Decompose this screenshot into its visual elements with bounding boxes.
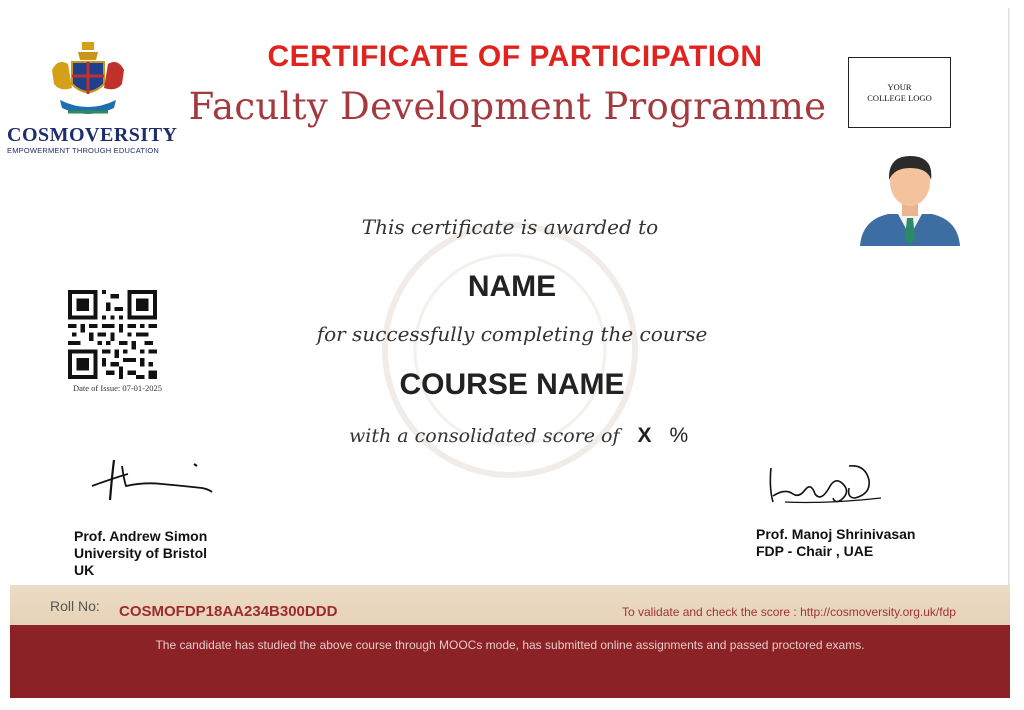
programme-title: Faculty Development Programme bbox=[188, 85, 827, 128]
validate-link-text[interactable]: To validate and check the score : http://cosmoversity.org.uk/fdp bbox=[622, 605, 956, 619]
roll-number: COSMOFDP18AA234B300DDD bbox=[119, 603, 338, 620]
college-logo-line2: COLLEGE LOGO bbox=[867, 92, 932, 103]
awarded-to-text bbox=[0, 215, 1024, 239]
roll-label: Roll No: bbox=[50, 598, 100, 614]
score-unit: % bbox=[669, 424, 689, 447]
certificate-title: CERTIFICATE OF PARTICIPATION bbox=[267, 40, 763, 73]
signatory-left-line2: University of Bristol bbox=[74, 545, 208, 561]
brand-tagline: EMPOWERMENT THROUGH EDUCATION bbox=[7, 146, 160, 155]
recipient-name: NAME bbox=[467, 270, 557, 303]
date-of-issue: Date of Issue: 07-01-2025 bbox=[73, 383, 162, 393]
signatory-right-name: Prof. Manoj Shrinivasan bbox=[756, 526, 916, 542]
score-line bbox=[349, 424, 688, 448]
signatory-left-line3: UK bbox=[74, 562, 95, 578]
score-prefix: with a consolidated score of bbox=[349, 425, 620, 447]
signatory-left-name: Prof. Andrew Simon bbox=[74, 528, 208, 544]
score-value: X bbox=[637, 424, 652, 447]
crest-icon bbox=[44, 40, 132, 124]
qr-code bbox=[68, 290, 157, 379]
completing-text: for successfully completing the course bbox=[316, 322, 708, 346]
signatory-right-line2: FDP - Chair , UAE bbox=[756, 543, 874, 559]
statement-band bbox=[10, 625, 1010, 698]
signatory-left bbox=[74, 528, 207, 579]
statement-text: The candidate has studied the above course through MOOCs mode, has submitted online assignments and passed proctored exams. bbox=[155, 638, 865, 652]
signatory-right bbox=[756, 526, 915, 560]
brand-name: COSMOVERSITY bbox=[7, 124, 178, 146]
college-logo-line1: YOUR bbox=[887, 82, 912, 93]
course-name: COURSE NAME bbox=[399, 368, 625, 401]
college-logo-placeholder bbox=[848, 57, 951, 128]
signature-right bbox=[765, 458, 885, 510]
awarded-to-label: This certificate is awarded to bbox=[361, 215, 659, 239]
signature-left bbox=[84, 456, 224, 506]
